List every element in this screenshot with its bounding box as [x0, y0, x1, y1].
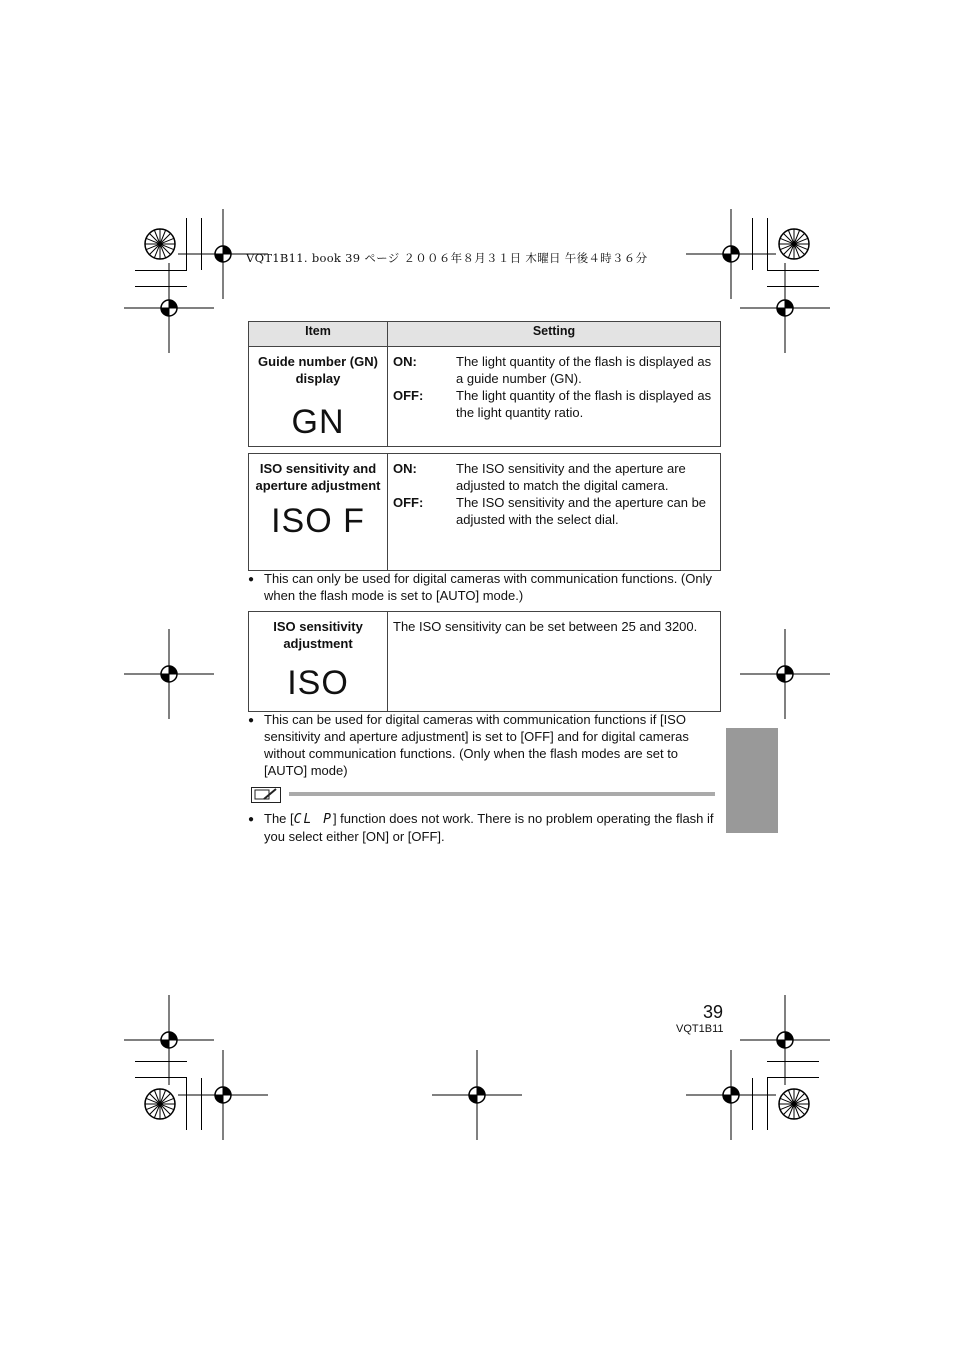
note-bullet — [248, 570, 718, 604]
column-header-item: Item — [249, 322, 388, 347]
off-label: OFF: — [393, 388, 424, 403]
note-pencil-icon — [251, 787, 281, 803]
setting-cell — [388, 612, 721, 712]
settings-table-iso — [248, 611, 721, 712]
item-label: ISO sensitivity and aperture adjustment — [255, 461, 381, 493]
settings-table-gn — [248, 321, 721, 447]
off-label: OFF: — [393, 495, 424, 510]
iso-symbol: ISO — [287, 664, 349, 702]
on-label: ON: — [393, 461, 417, 476]
note-bullet — [248, 810, 718, 845]
note-text: This can only be used for digital cameras with communication functions. (Only when the flash mode is set to [AUTO] mode.) — [264, 571, 712, 603]
off-description: The ISO sensitivity and the aperture can be adjusted with the select dial. — [456, 495, 707, 527]
item-cell — [249, 612, 388, 712]
item-label: Guide number (GN) display — [258, 354, 378, 386]
bullet-icon: ● — [248, 814, 255, 825]
bullet-icon: ● — [248, 574, 255, 585]
off-description: The light quantity of the flash is displayed as the light quantity ratio. — [456, 388, 712, 420]
item-cell — [249, 454, 388, 571]
note-text-suffix: ] function does not work. There is no problem operating the flash if you select either [ON] or [OFF]. — [264, 811, 714, 844]
note-divider — [289, 792, 715, 796]
on-label: ON: — [393, 354, 417, 369]
page-number: 39 — [703, 1002, 724, 1022]
note-bullet — [248, 711, 718, 779]
on-description: The light quantity of the flash is displayed as a guide number (GN). — [456, 354, 712, 386]
item-label: ISO sensitivity adjustment — [273, 619, 363, 651]
setting-cell — [388, 347, 721, 447]
setting-description: The ISO sensitivity can be set between 25 and 3200. — [393, 619, 698, 634]
on-description: The ISO sensitivity and the aperture are adjusted to match the digital camera. — [456, 461, 686, 493]
note-text-prefix: The [ — [264, 811, 294, 826]
print-header: VQT1B11. book 39 ページ ２００６年８月３１日 木曜日 午後４時３６分 — [246, 251, 648, 265]
cl-p-symbol: CL P — [293, 812, 333, 827]
model-code: VQT1B11 — [676, 1023, 724, 1035]
item-cell — [249, 347, 388, 447]
note-text: This can be used for digital cameras with communication functions if [ISO sensitivity and aperture adjustment] is set to [OFF] and for digital cameras without communication functions. (Only when the flash modes are set to [AUTO] mode) — [264, 712, 689, 778]
settings-table-iso-f — [248, 453, 721, 571]
column-header-setting: Setting — [388, 322, 721, 347]
setting-cell — [388, 454, 721, 571]
side-tab — [726, 728, 778, 833]
gn-symbol: GN — [291, 403, 345, 441]
iso-f-symbol: ISO F — [271, 502, 365, 540]
bullet-icon: ● — [248, 715, 255, 726]
